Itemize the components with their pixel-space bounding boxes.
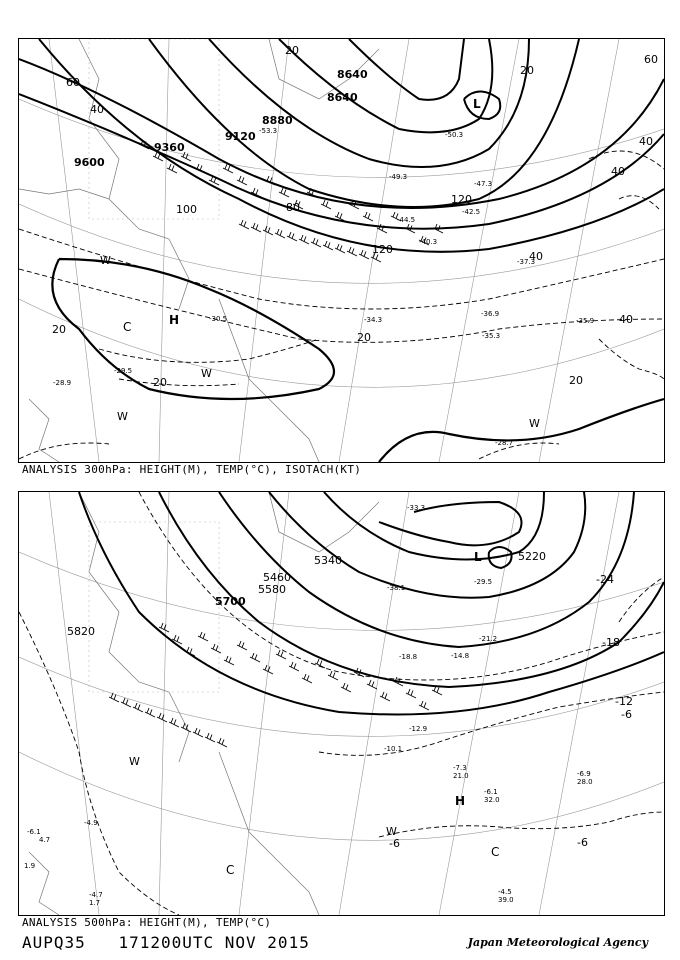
wind-barb (237, 641, 247, 650)
station-dewpoint: 21.0 (453, 772, 469, 780)
height-label-8640-a: 8640 (337, 68, 368, 81)
chart-code: AUPQ35 (22, 933, 86, 952)
height-label-5820: 5820 (67, 625, 95, 638)
wind-barb (251, 223, 261, 232)
wind-barb (263, 226, 273, 235)
wind-barb (335, 244, 345, 253)
station-temp: -37.3 (517, 258, 536, 266)
wind-barb (181, 723, 191, 732)
wind-barb (211, 644, 221, 653)
chart-300hpa (18, 38, 665, 463)
isotach-label: 120 (451, 193, 472, 206)
wind-barb (347, 247, 357, 256)
wind-barb (328, 671, 338, 680)
wind-barb (287, 232, 297, 241)
height-label-5220: 5220 (518, 550, 546, 563)
warm-label: W (529, 417, 540, 430)
station-temp: -12.9 (409, 725, 428, 733)
warm-label: W (201, 367, 212, 380)
station-temp: -29.5 (474, 578, 493, 586)
station-dewpoint: 4.7 (39, 836, 51, 844)
chart-identifier (22, 933, 332, 952)
isotach-label: 20 (520, 64, 534, 77)
isotach-label: 20 (153, 376, 167, 389)
land-hatching (89, 39, 219, 219)
station-temp: -36.9 (481, 310, 500, 318)
isotach-label: 20 (52, 323, 66, 336)
warm-label: W (100, 254, 111, 267)
height-label-9600: 9600 (74, 156, 105, 169)
wind-barb (157, 713, 167, 722)
wind-barb (193, 728, 203, 737)
station-temp: -28.9 (53, 379, 72, 387)
isotach-label: 100 (176, 203, 197, 216)
wind-barb (237, 176, 247, 185)
station-temp: -49.3 (389, 173, 408, 181)
isotherm-label: -24 (596, 573, 614, 586)
isotach-label: 40 (90, 103, 104, 116)
high-pressure-label: H (455, 794, 466, 808)
wind-barb (419, 701, 429, 710)
station-temp: -6.9 (577, 770, 591, 778)
land-hatching (89, 522, 219, 692)
isotherm-label: -18 (602, 636, 620, 649)
wind-barb (167, 164, 177, 173)
height-label-5700: 5700 (215, 595, 246, 608)
height-label-5460: 5460 (263, 571, 291, 584)
wind-barb (321, 200, 331, 209)
height-label-5340: 5340 (314, 554, 342, 567)
station-temp: -14.8 (451, 652, 470, 660)
wind-barb (377, 224, 387, 233)
isotach-label: 40 (611, 165, 625, 178)
isotach-label: 20 (569, 374, 583, 387)
station-temp: -40.3 (419, 238, 438, 246)
isotherm-label: -6 (621, 708, 632, 721)
height-label-5580: 5580 (258, 583, 286, 596)
station-temp: -4.9 (84, 819, 98, 827)
station-temp: -44.5 (397, 216, 416, 224)
station-dewpoint: 32.0 (484, 796, 500, 804)
agency-name: Japan Meteorological Agency (467, 936, 648, 949)
wind-barbs (109, 623, 442, 747)
station-temp: -4.5 (498, 888, 512, 896)
isotach-label: 20 (357, 331, 371, 344)
wind-barb (289, 662, 299, 671)
station-temp: -28.7 (495, 439, 514, 447)
station-temp: -50.3 (445, 131, 464, 139)
station-temp: -21.2 (479, 635, 498, 643)
station-temp: -34.3 (364, 316, 383, 324)
wind-barb (323, 241, 333, 250)
wind-barb (367, 680, 377, 689)
station-temp: -30.5 (209, 315, 228, 323)
isotherm-label: -12 (615, 695, 633, 708)
wind-barb (169, 718, 179, 727)
station-temp: -7.3 (453, 764, 467, 772)
wind-barb (217, 738, 227, 747)
height-label-9120: 9120 (225, 130, 256, 143)
wind-barb (224, 656, 234, 665)
isotach-label: 40 (619, 313, 633, 326)
station-dewpoint: 1.9 (24, 862, 36, 870)
wind-barb (311, 238, 321, 247)
isotach-label: 80 (286, 201, 300, 214)
chart-500hpa-map (19, 492, 664, 915)
wind-barb (275, 229, 285, 238)
wind-barb (406, 689, 416, 698)
wind-barb (380, 692, 390, 701)
high-pressure-label: H (169, 313, 180, 327)
isotach-label: 60 (644, 53, 658, 66)
wind-barb (145, 708, 155, 717)
chart-500hpa (18, 491, 665, 916)
chart-valid-time: 171200UTC NOV 2015 (118, 933, 310, 952)
wind-barb (239, 220, 249, 229)
height-label-9360: 9360 (154, 141, 185, 154)
station-dewpoint: 39.0 (498, 896, 514, 904)
isotach-label: 40 (639, 135, 653, 148)
wind-barb (198, 632, 208, 641)
wind-barb (250, 653, 260, 662)
station-temp: -29.5 (114, 367, 133, 375)
wind-barb (133, 703, 143, 712)
wind-barb (299, 235, 309, 244)
isotach-label: 120 (372, 243, 393, 256)
wind-barb (359, 250, 369, 259)
warm-label: W (386, 825, 397, 838)
low-pressure-label: L (473, 97, 481, 111)
chart-500hpa-caption: ANALYSIS 500hPa: HEIGHT(M), TEMP(°C) (22, 916, 272, 929)
isotherm-label: -6 (389, 837, 400, 850)
station-temp: -47.3 (474, 180, 493, 188)
station-temp: -18.8 (399, 653, 418, 661)
wind-barb (302, 674, 312, 683)
station-temp: -33.3 (407, 504, 426, 512)
chart-300hpa-map (19, 39, 664, 462)
isotherm-label: -6 (577, 836, 588, 849)
station-dewpoint: 28.0 (577, 778, 593, 786)
station-temp: -53.3 (259, 127, 278, 135)
wind-barb (205, 733, 215, 742)
isotach-label: 60 (66, 76, 80, 89)
station-temp: -35.9 (576, 317, 595, 325)
isotach-label: 40 (529, 250, 543, 263)
warm-label: W (117, 410, 128, 423)
cold-label: C (123, 320, 132, 334)
low-pressure-label: L (474, 550, 482, 564)
station-temp: -35.3 (482, 332, 501, 340)
station-dewpoint: 1.7 (89, 899, 101, 907)
station-temp: -38.1 (387, 584, 406, 592)
height-label-8640-b: 8640 (327, 91, 358, 104)
cold-label: C (226, 863, 235, 877)
station-temp: -6.1 (484, 788, 498, 796)
temperature-contours (19, 151, 664, 459)
cold-label: C (491, 845, 500, 859)
station-temp: -10.1 (384, 745, 403, 753)
wind-barb (363, 212, 373, 221)
station-temp: -42.5 (462, 208, 481, 216)
isotach-contours (52, 259, 664, 462)
wind-barb (341, 683, 351, 692)
station-temp: -6.1 (27, 828, 41, 836)
height-label-8880: 8880 (262, 114, 293, 127)
isotach-label: 20 (285, 44, 299, 57)
station-temp: -4.7 (89, 891, 103, 899)
chart-300hpa-caption: ANALYSIS 300hPa: HEIGHT(M), TEMP(°C), ISOTACH(KT) (22, 463, 362, 476)
warm-label: W (129, 755, 140, 768)
